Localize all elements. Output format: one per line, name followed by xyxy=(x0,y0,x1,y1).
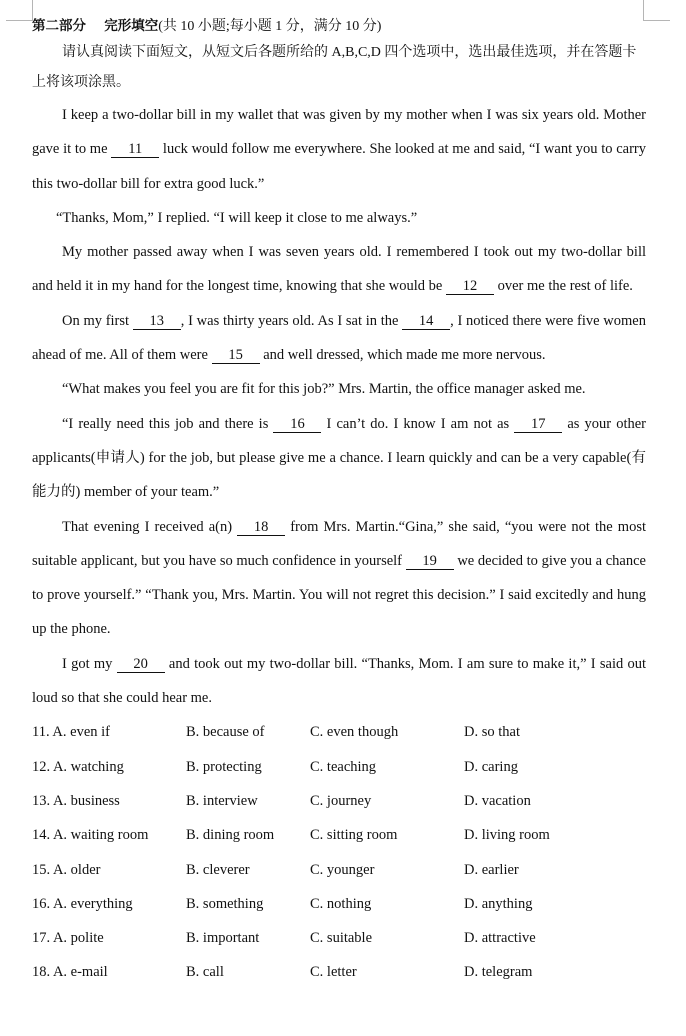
blank-16: 16 xyxy=(273,416,321,433)
option-row xyxy=(32,715,646,749)
page-corner-mark-left xyxy=(6,0,33,21)
option-choice-b: B. dining room xyxy=(186,827,275,844)
passage-paragraph xyxy=(32,98,646,201)
option-choice-a: 17. A. polite xyxy=(32,930,104,947)
option-choice-d: D. earlier xyxy=(464,861,519,878)
option-row xyxy=(32,955,646,989)
paragraph-text: “What makes you feel you are fit for this job?” Mrs. Martin, the office manager asked me. xyxy=(62,381,586,398)
option-choice-c: C. journey xyxy=(310,792,372,809)
option-choice-a: 18. A. e-mail xyxy=(32,964,108,981)
paragraph-text: we decided to give you a chance to prove yourself.” “Thank you, Mrs. Martin. You will not regret this decision.” I said excitedly and hung up the phone. xyxy=(32,552,646,638)
option-choice-d: D. attractive xyxy=(464,930,536,947)
paragraph-text: “Thanks, Mom,” I replied. “I will keep it close to me always.” xyxy=(56,209,418,226)
paragraph-text: and took out my two-dollar bill. “Thanks, Mom. I am sure to make it,” I said out loud so that she could hear me. xyxy=(32,655,647,707)
paragraph-text: over me the rest of life. xyxy=(494,278,633,295)
option-choice-c: C. younger xyxy=(310,861,375,878)
option-row xyxy=(32,853,646,887)
options-list xyxy=(32,715,646,989)
option-choice-c: C. nothing xyxy=(310,895,372,912)
paragraph-text: That evening I received a(n) xyxy=(62,518,238,535)
document-page xyxy=(32,14,646,990)
option-choice-b: B. call xyxy=(186,964,224,981)
option-choice-b: B. interview xyxy=(186,792,258,809)
blank-17: 17 xyxy=(514,416,562,433)
passage-paragraph xyxy=(32,372,646,406)
paragraph-text: On my first xyxy=(62,312,133,329)
option-row xyxy=(32,887,646,921)
passage xyxy=(32,98,646,715)
passage-paragraph xyxy=(32,510,646,647)
paragraph-text: My mother passed away when I was seven years old. I remembered I took out my two-dollar bill and held it in my hand for the longest time, knowing that she would be xyxy=(32,244,646,295)
option-choice-a: 14. A. waiting room xyxy=(32,827,149,844)
option-choice-c: C. suitable xyxy=(310,930,373,947)
option-choice-c: C. teaching xyxy=(310,758,377,775)
option-choice-a: 16. A. everything xyxy=(32,895,133,912)
option-choice-b: B. because of xyxy=(186,724,265,741)
section-title: 第二部分 完形填空 xyxy=(32,18,159,34)
paragraph-text: and well dressed, which made me more nervous. xyxy=(259,347,546,364)
blank-20: 20 xyxy=(117,656,165,673)
option-choice-d: D. caring xyxy=(464,758,518,775)
option-row xyxy=(32,818,646,852)
page-corner-mark-right xyxy=(643,0,670,21)
option-choice-c: C. letter xyxy=(310,964,357,981)
section-score-note: (共 10 小题;每小题 1 分，满分 10 分) xyxy=(158,19,382,34)
paragraph-text: from Mrs. Martin.“Gina,” she said, “you were not the most suitable applicant, but you have so much confidence in yourself xyxy=(32,518,646,569)
option-choice-a: 13. A. business xyxy=(32,792,120,809)
blank-19: 19 xyxy=(406,553,454,570)
paragraph-text: luck would follow me everywhere. She looked at me and said, “I want you to carry this two-dollar bill for extra good luck.” xyxy=(32,141,646,192)
instructions: 请认真阅读下面短文，从短文后各题所给的 A,B,C,D 四个选项中，选出最佳选项，并在答题卡上将该项涂黑。 xyxy=(32,45,637,90)
paragraph-text: as your other applicants(申请人) for the job, but please give me a chance. I learn quickly and can be a very capable(有能力的) member of your team.” xyxy=(32,415,646,501)
blank-12: 12 xyxy=(446,278,494,295)
option-choice-a: 12. A. watching xyxy=(32,758,124,775)
option-choice-d: D. anything xyxy=(464,895,533,912)
paragraph-text: , I noticed there were five women ahead of me. All of them were xyxy=(32,312,646,364)
paragraph-text: I keep a two-dollar bill in my wallet that was given by my mother when I was six years old. Mother gave it to me xyxy=(32,107,646,158)
option-choice-d: D. living room xyxy=(464,827,550,844)
passage-paragraph xyxy=(32,201,646,235)
option-choice-a: 15. A. older xyxy=(32,861,101,878)
option-row xyxy=(32,921,646,955)
paragraph-text: “I really need this job and there is xyxy=(62,415,274,432)
paragraph-text: I can’t do. I know I am not as xyxy=(321,415,515,432)
blank-14: 14 xyxy=(402,313,450,330)
blank-15: 15 xyxy=(212,347,260,364)
passage-paragraph xyxy=(32,235,646,304)
blank-18: 18 xyxy=(237,519,285,536)
option-choice-c: C. sitting room xyxy=(310,827,398,844)
paragraph-text: , I was thirty years old. As I sat in the xyxy=(180,312,403,329)
option-choice-b: B. important xyxy=(186,930,260,947)
blank-13: 13 xyxy=(133,313,181,330)
option-choice-d: D. vacation xyxy=(464,792,531,809)
option-choice-d: D. so that xyxy=(464,724,520,741)
option-choice-b: B. something xyxy=(186,895,264,912)
passage-paragraph xyxy=(32,407,646,510)
option-choice-d: D. telegram xyxy=(464,964,533,981)
option-choice-b: B. cleverer xyxy=(186,861,250,878)
blank-11: 11 xyxy=(111,141,159,158)
passage-paragraph xyxy=(32,647,646,716)
section-header xyxy=(32,14,646,38)
option-choice-c: C. even though xyxy=(310,724,399,741)
option-choice-a: 11. A. even if xyxy=(32,724,110,741)
option-row xyxy=(32,784,646,818)
paragraph-text: I got my xyxy=(62,655,117,672)
option-choice-b: B. protecting xyxy=(186,758,262,775)
option-row xyxy=(32,750,646,784)
passage-paragraph xyxy=(32,304,646,373)
